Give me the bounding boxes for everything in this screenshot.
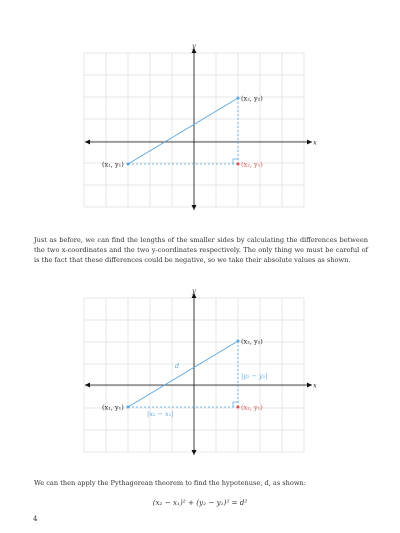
point-p1-label: (x₁, y₁) <box>102 403 124 412</box>
point-p3-label: (x₂, y₁) <box>241 160 263 169</box>
y-axis-arrow-down <box>192 205 197 210</box>
paragraph-2: We can then apply the Pythagorean theorem to find the hypotenuse, d, as shown: <box>34 479 307 487</box>
x-axis-arrow-left <box>85 383 90 388</box>
x-axis-arrow-right <box>307 140 312 145</box>
coordinate-plane-2 <box>80 285 320 457</box>
point-p2 <box>237 97 240 100</box>
point-p1 <box>127 163 130 166</box>
x-axis-arrow-right <box>307 383 312 388</box>
point-p1-label: (x₁, y₁) <box>102 160 124 169</box>
y-axis-arrow-down <box>192 450 197 455</box>
hypotenuse-line <box>128 341 238 407</box>
page-number: 4 <box>33 515 38 523</box>
horizontal-diff-label: |x₂ − x₁| <box>147 410 174 418</box>
point-p3 <box>237 406 240 409</box>
axis-y-label: y <box>192 287 196 295</box>
figure-1 <box>80 40 320 212</box>
pythagorean-equation: (x₂ − x₁)² + (y₂ − y₁)² = d² <box>152 498 248 507</box>
hypotenuse-d-label: d <box>175 362 180 370</box>
figure-2 <box>80 285 320 457</box>
point-p2-label: (x₂, y₂) <box>241 337 263 346</box>
axis-y-label: y <box>192 42 196 50</box>
axis-x-label: x <box>313 381 317 390</box>
coordinate-plane-1 <box>80 40 320 212</box>
point-p2-label: (x₂, y₂) <box>241 94 263 103</box>
point-p3 <box>237 163 240 166</box>
x-axis-arrow-left <box>85 140 90 145</box>
axis-x-label: x <box>313 138 317 147</box>
paragraph-1: Just as before, we can find the lengths of the smaller sides by calculating the differences between the two x-coordinates and the two y-coordinates respectively. The only thing we must be careful of is the fact that these differences could be negative, so we take their absolute values as shown. <box>34 236 368 265</box>
point-p1 <box>127 406 130 409</box>
point-p3-label: (x₂, y₁) <box>241 403 263 412</box>
hypotenuse-line <box>128 98 238 164</box>
vertical-diff-label: |y₂ − y₁| <box>241 372 268 380</box>
point-p2 <box>237 340 240 343</box>
